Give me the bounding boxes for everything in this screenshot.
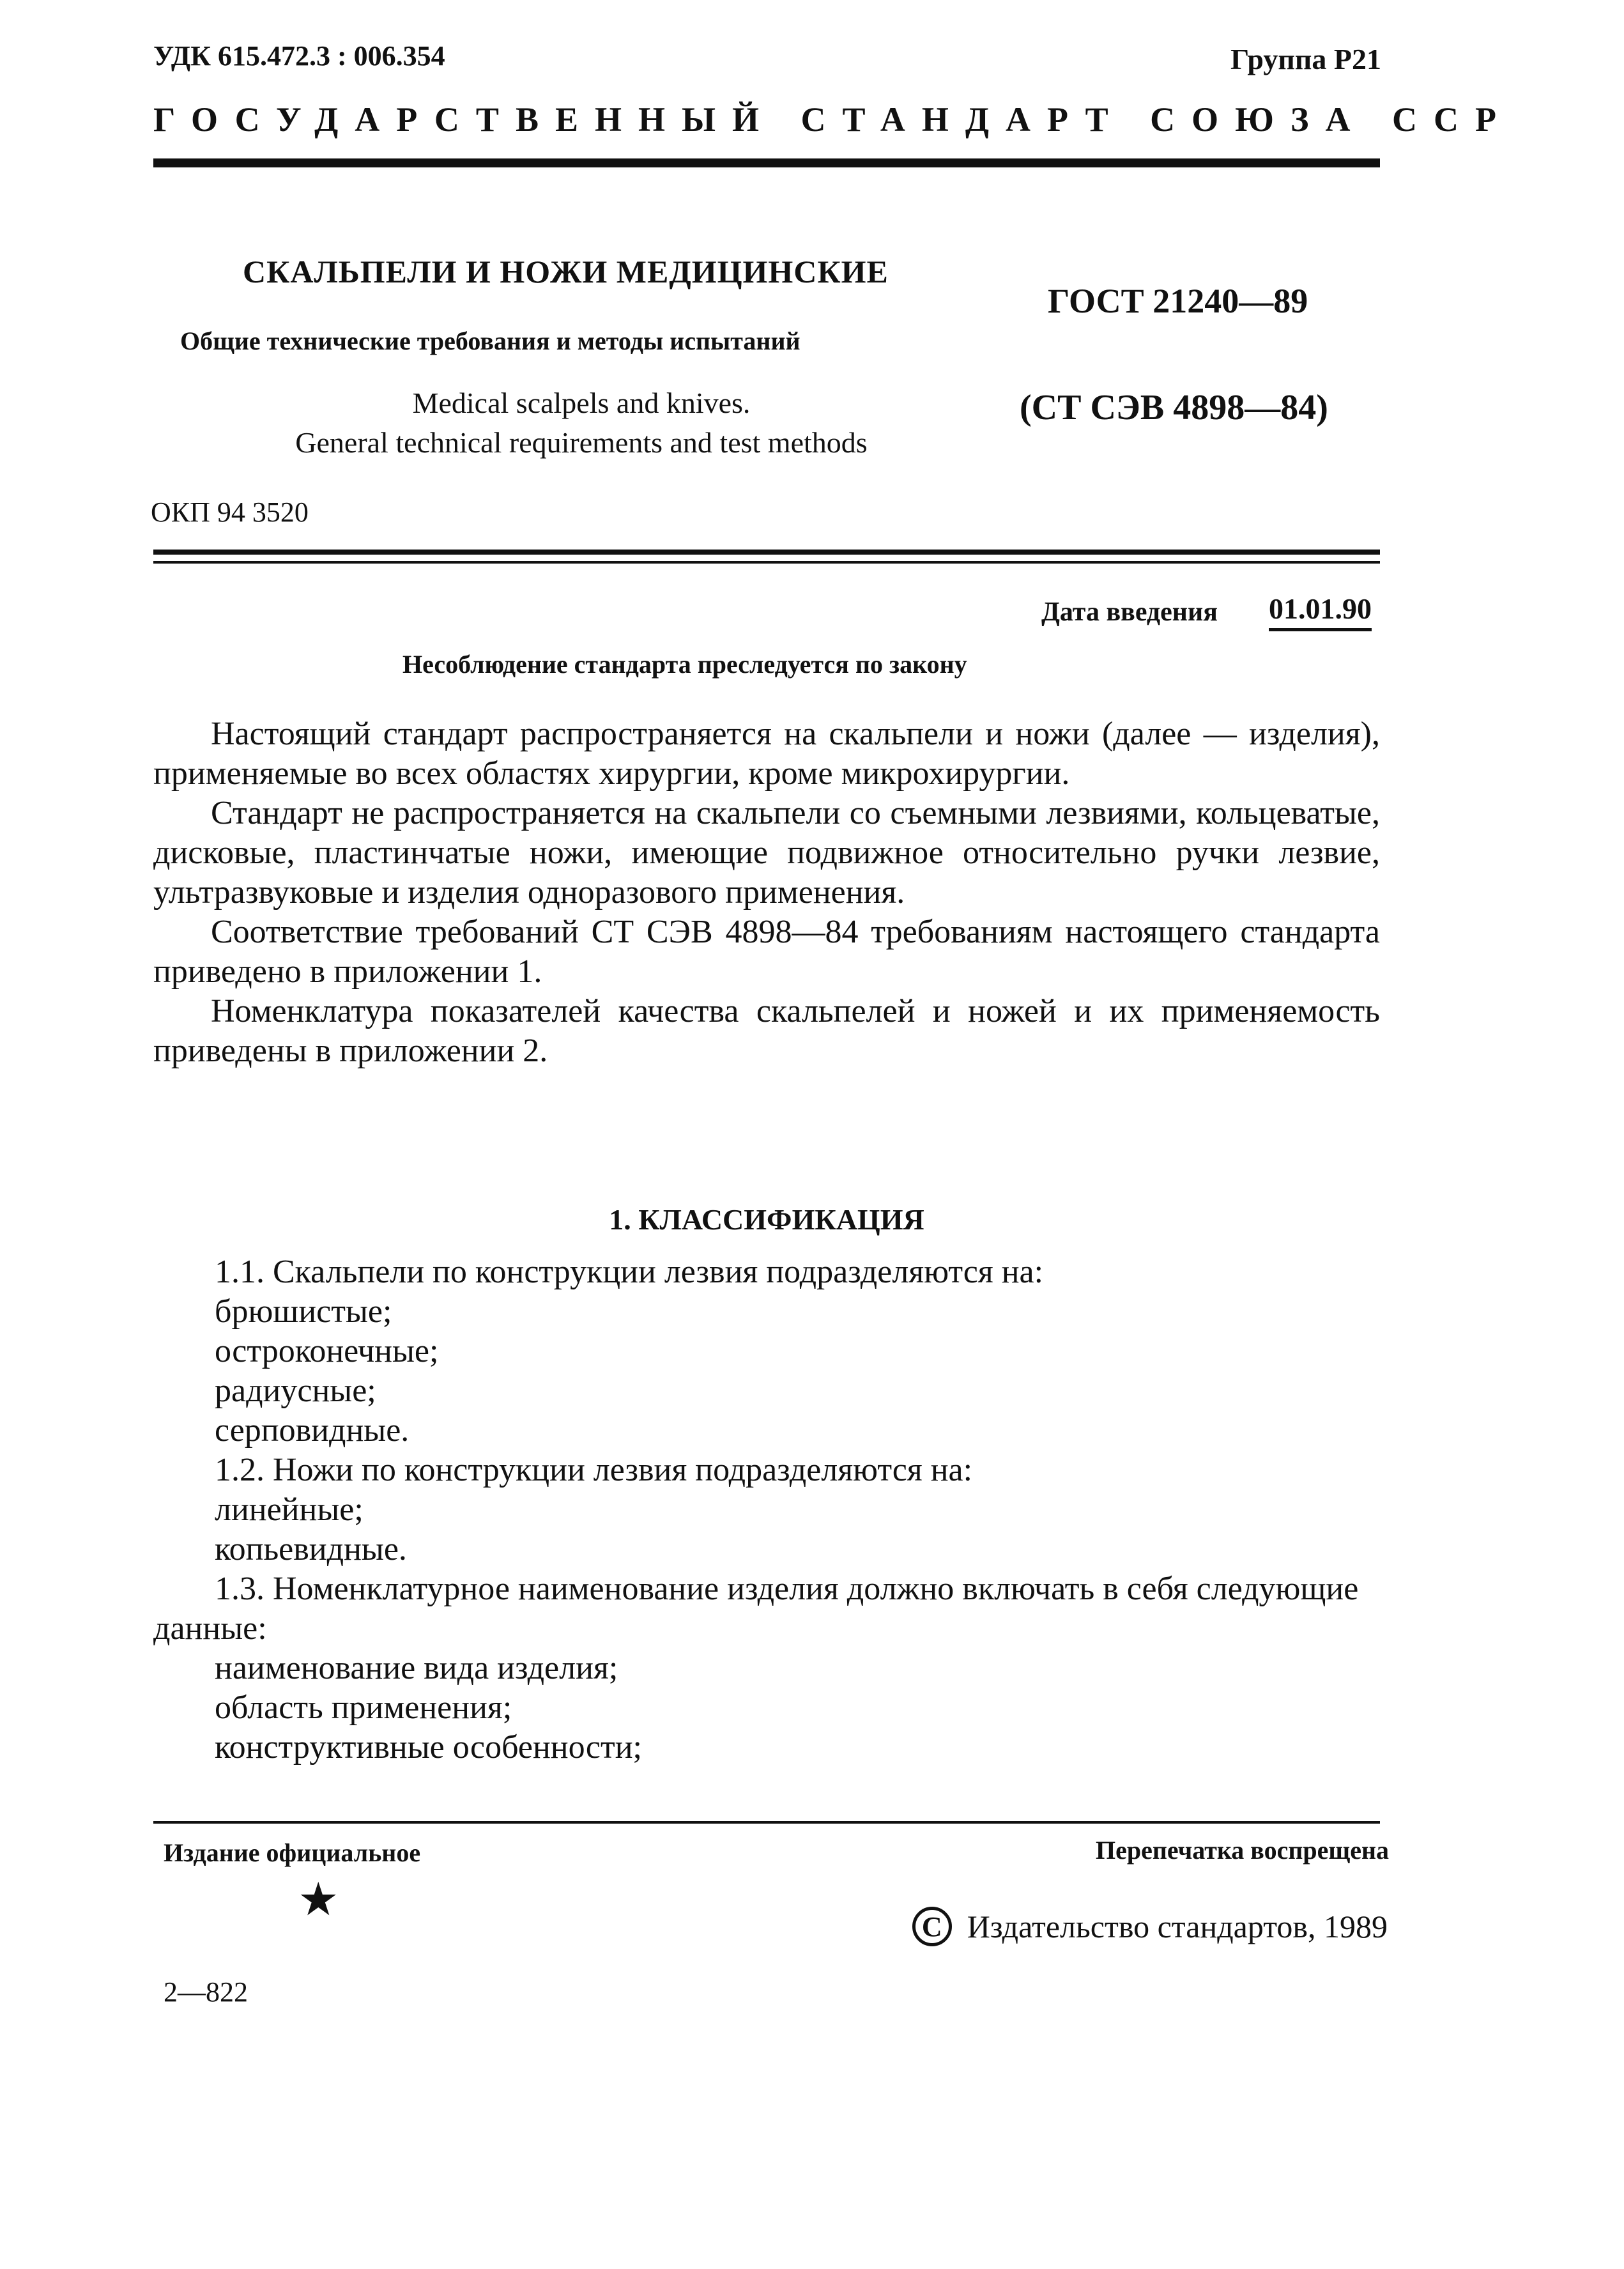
intro-paragraph: Номенклатура показателей качества скальпелей и ножей и их применяемость приведены в приложении 2. — [153, 993, 1380, 1069]
group-code: Группа Р21 — [1230, 43, 1381, 75]
intro-paragraph: Стандарт не распространяется на скальпели со съемными лезвиями, кольцеватые, дисковые, пластинчатые ножи, имеющие подвижное относительно ручки лезвие, ультразвуковые и изделия одноразового применения. — [153, 795, 1380, 911]
copyright-line — [912, 1907, 1388, 1946]
intro-text — [153, 714, 1380, 1071]
intro-paragraph: Соответствие требований СТ СЭВ 4898—84 требованиям настоящего стандарта приведено в приложении 1. — [153, 914, 1380, 990]
print-code: 2—822 — [164, 1976, 248, 2008]
date-value: 01.01.90 — [1269, 592, 1372, 631]
clause-1-3: 1.3. Номенклатурное наименование изделия должно включать в себя следующие данные: — [153, 1571, 1359, 1647]
scalpel-type: брюшистые; — [215, 1293, 392, 1330]
st-sev-number: (СТ СЭВ 4898—84) — [1020, 388, 1328, 427]
okp-code: ОКП 94 3520 — [151, 496, 309, 528]
date-label: Дата введения — [1041, 597, 1218, 627]
copyright-icon: C — [912, 1907, 952, 1946]
scalpel-type: радиусные; — [215, 1373, 376, 1409]
publisher: Издательство стандартов, 1989 — [967, 1909, 1388, 1944]
gost-number: ГОСТ 21240—89 — [1048, 282, 1308, 320]
section-heading: 1. КЛАССИФИКАЦИЯ — [609, 1203, 924, 1236]
scalpel-type: остроконечные; — [215, 1333, 439, 1369]
footer-rule — [153, 1821, 1380, 1824]
udk-code: УДК 615.472.3 : 006.354 — [153, 40, 445, 72]
state-standard-banner: ГОСУДАРСТВЕННЫЙ СТАНДАРТ СОЮЗА ССР — [153, 100, 1513, 139]
name-data-item: наименование вида изделия; — [215, 1650, 618, 1686]
title-rule-bottom — [153, 561, 1380, 564]
document-subtitle-ru: Общие технические требования и методы испытаний — [180, 327, 801, 355]
title-rule-top — [153, 550, 1380, 555]
header-rule — [153, 158, 1380, 167]
knife-type: линейные; — [215, 1491, 364, 1528]
reprint-notice: Перепечатка воспрещена — [1096, 1836, 1389, 1865]
official-edition: Издание официальное — [164, 1838, 421, 1867]
title-en-line-1: Medical scalpels and knives. — [412, 387, 751, 419]
name-data-item: конструктивные особенности; — [215, 1729, 642, 1765]
law-notice: Несоблюдение стандарта преследуется по закону — [402, 650, 967, 679]
knife-type: копьевидные. — [215, 1531, 407, 1567]
scalpel-type: серповидные. — [215, 1412, 410, 1449]
document-title-en — [192, 383, 971, 463]
clause-1-2: 1.2. Ножи по конструкции лезвия подразделяются на: — [215, 1452, 973, 1488]
document-title-ru: СКАЛЬПЕЛИ И НОЖИ МЕДИЦИНСКИЕ — [243, 254, 889, 289]
title-en-line-2: General technical requirements and test methods — [295, 426, 868, 459]
intro-paragraph: Настоящий стандарт распространяется на скальпели и ножи (далее — изделия), применяемые во всех областях хирургии, кроме микрохирургии. — [153, 716, 1380, 792]
clause-1-1: 1.1. Скальпели по конструкции лезвия подразделяются на: — [215, 1254, 1044, 1290]
name-data-item: область применения; — [215, 1689, 512, 1726]
star-icon: ★ — [298, 1874, 339, 1925]
classification-list — [153, 1252, 1380, 1767]
